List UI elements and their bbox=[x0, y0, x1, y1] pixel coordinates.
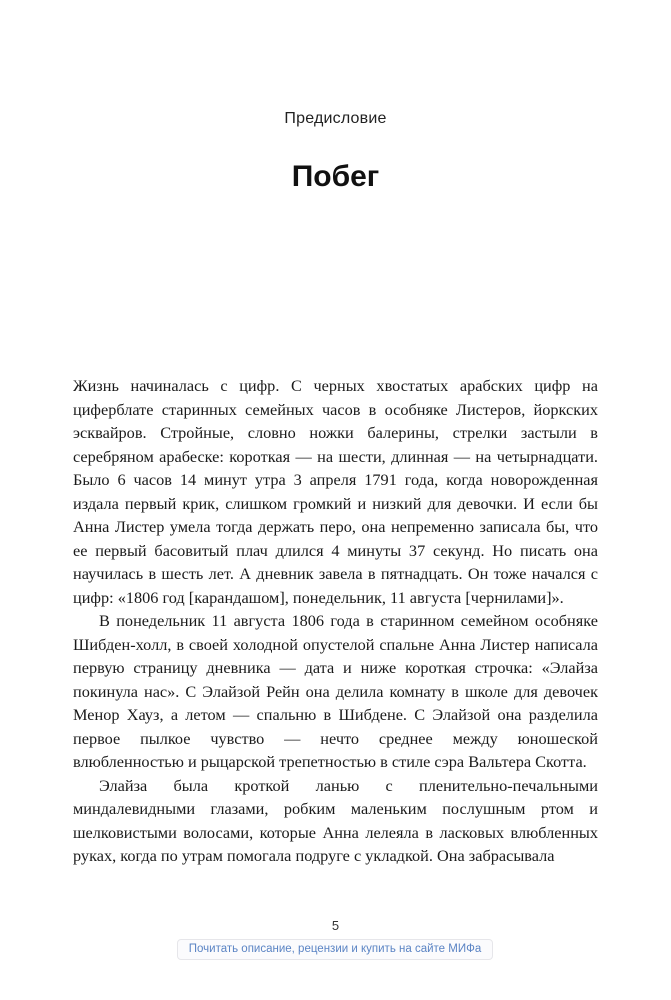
chapter-subtitle: Предисловие bbox=[284, 110, 387, 127]
paragraph-2: В понедельник 11 августа 1806 года в старинном семейном особняке Шибден-холл, в своей холодной опустелой спальне Анна Листер написала первую страницу дневника — дата и ниже короткая строчка: «Элайза покинула нас». С Элайзой Рейн она делила комнату в школе для девочек Менор Хауз, а летом — спальню в Шибдене. С Элайзой она разделила первое пылкое чувство — нечто среднее между юношеской влюбленностью и рыцарской трепетностью в стиле сэра Вальтера Скотта. bbox=[73, 611, 598, 771]
paragraph-3: Элайза была кроткой ланью с пленительно-печальными миндалевидными глазами, робким маленьким послушным ртом и шелковистыми волосами, которые Анна лелеяла в ласковых влюбленных руках, когда по утрам помогала подруге с укладкой. Она забрасывала bbox=[73, 775, 598, 865]
page-number: 5 bbox=[331, 918, 340, 933]
chapter-title: Побег bbox=[291, 160, 380, 193]
buy-on-mif-link[interactable]: Почитать описание, рецензии и купить на сайте МИФа bbox=[177, 939, 493, 960]
chapter-body bbox=[73, 374, 598, 868]
paragraph-1: Жизнь начиналась с цифр. С черных хвостатых арабских цифр на циферблате старинных семейных часов в особняке Листеров, йоркских эсквайров. Стройные, словно ножки балерины, стрелки застыли в серебряном арабеске: короткая — на шести, длинная — на четырнадцати. Было 6 часов 14 минут утра 3 апреля 1791 года, когда новорожденная издала первый крик, слишком громкий и низкий для девочки. И если бы Анна Листер умела тогда держать перо, она непременно записала бы, что ее первый басовитый плач длился 4 минуты 37 секунд. Но писать она научилась в шесть лет. А дневник завела в пятнадцать. Он тоже начался с цифр: «1806 год [карандашом], понедельник, 11 августа [чернилами]». bbox=[73, 376, 598, 607]
